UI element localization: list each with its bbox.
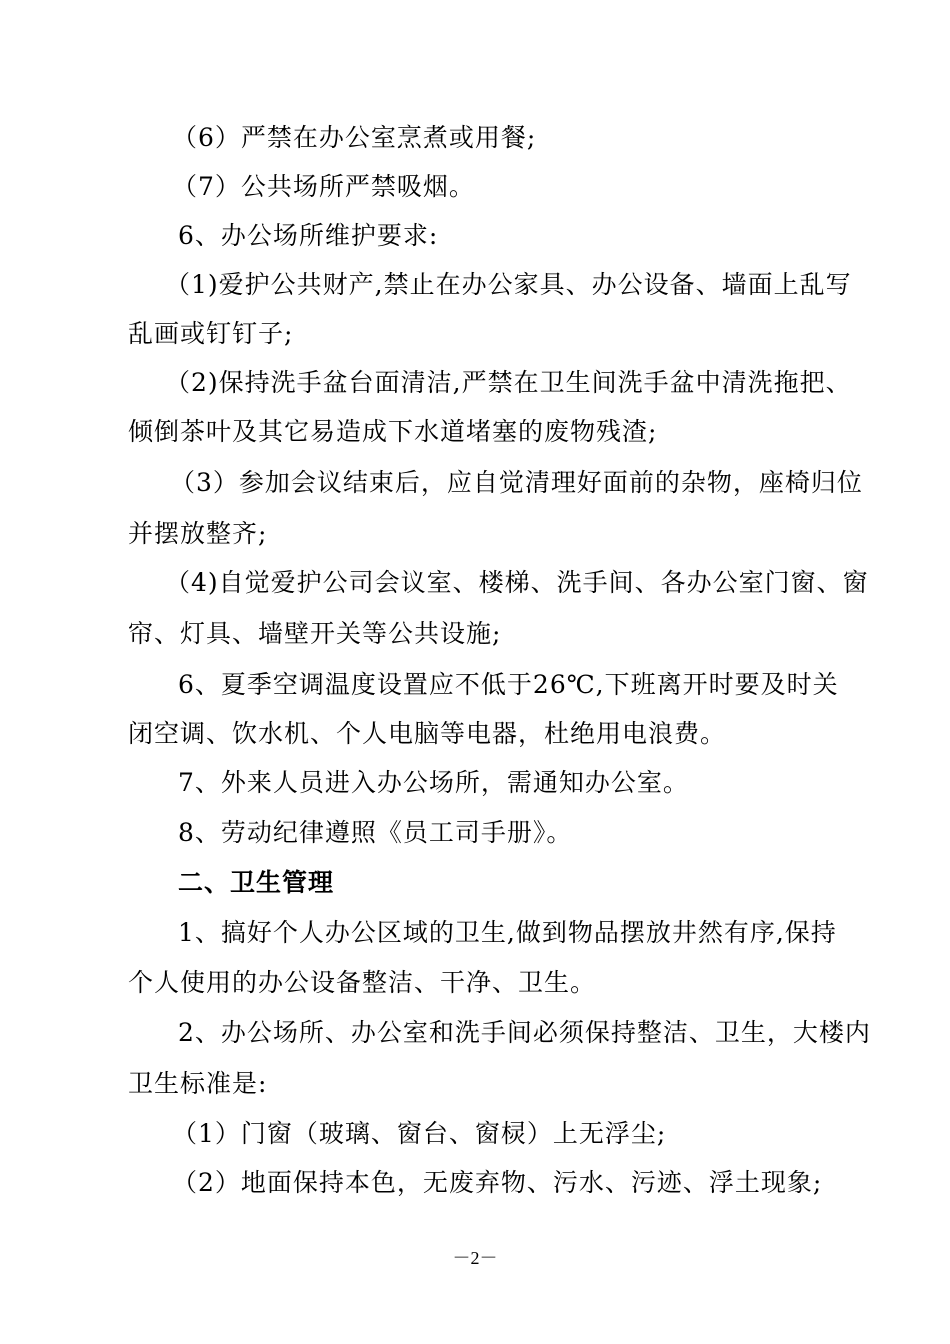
text-line: 倾倒茶叶及其它易造成下水道堵塞的废物残渣; xyxy=(128,417,658,446)
text-line: 乱画或钉钉子; xyxy=(128,319,294,348)
text-line: （7）公共场所严禁吸烟。 xyxy=(172,172,475,201)
text-line: （2）地面保持本色，无废弃物、污水、污迹、浮土现象; xyxy=(172,1168,823,1197)
text-line: 7、外来人员进入办公场所，需通知办公室。 xyxy=(178,768,689,797)
text-line: 6、办公场所维护要求: xyxy=(178,221,439,250)
text-line: （3）参加会议结束后，应自觉清理好面前的杂物，座椅归位 xyxy=(170,468,863,497)
text-line: （6）严禁在办公室烹煮或用餐; xyxy=(172,123,537,152)
text-line: 8、劳动纪律遵照《员工司手册》。 xyxy=(178,818,573,847)
text-line: 1、搞好个人办公区域的卫生,做到物品摆放井然有序,保持 xyxy=(178,918,837,947)
text-line: 卫生标准是: xyxy=(128,1069,268,1098)
page-number: －2－ xyxy=(452,1248,498,1268)
text-line: （1)爱护公共财产,禁止在办公家具、办公设备、墙面上乱写 xyxy=(165,270,852,299)
section-heading: 二、卫生管理 xyxy=(178,868,335,897)
text-line: 个人使用的办公设备整洁、干净、卫生。 xyxy=(128,968,597,997)
text-line: 闭空调、饮水机、个人电脑等电器，杜绝用电浪费。 xyxy=(128,719,727,748)
text-line: （4)自觉爱护公司会议室、楼梯、洗手间、各办公室门窗、窗 xyxy=(165,568,869,597)
text-line: （2)保持洗手盆台面清洁,严禁在卫生间洗手盆中清洗拖把、 xyxy=(165,368,852,397)
text-line: （1）门窗（玻璃、窗台、窗棂）上无浮尘; xyxy=(172,1119,667,1148)
text-line: 帘、灯具、墙壁开关等公共设施; xyxy=(128,619,502,648)
text-line: 6、夏季空调温度设置应不低于26℃,下班离开时要及时关 xyxy=(178,670,839,699)
text-line: 并摆放整齐; xyxy=(128,519,268,548)
text-line: 2、办公场所、办公室和洗手间必须保持整洁、卫生，大楼内 xyxy=(178,1018,871,1047)
